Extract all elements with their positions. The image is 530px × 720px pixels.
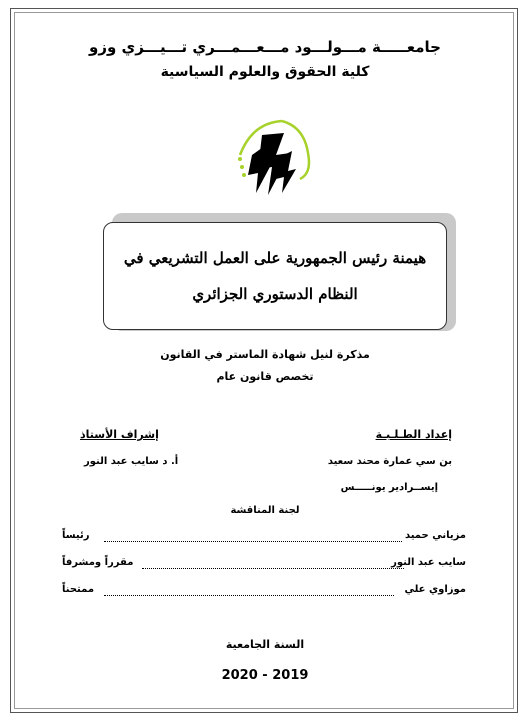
dotted-leader	[104, 541, 402, 542]
thesis-title-line-1: هيمنة رئيس الجمهورية على العمل التشريعي في	[123, 249, 427, 267]
committee-title: لجنة المناقشة	[230, 505, 300, 516]
supervisor-name: أ. د سايب عبد النور	[84, 456, 179, 467]
committee-member-role: ممتحناً	[62, 584, 95, 595]
specialty: تخصص قانون عام	[216, 370, 314, 383]
academic-year-label: السنة الجامعية	[225, 638, 305, 651]
memo-purpose: مذكرة لنيل شهادة الماستر في القانون	[160, 348, 370, 361]
committee-member-role: رئيساً	[62, 530, 90, 541]
student-name-1: بن سي عمارة محند سعيد	[327, 456, 452, 467]
academic-year: 2020 - 2019	[221, 668, 309, 683]
committee-member-name: سايب عبد النور	[391, 557, 466, 568]
dotted-leader	[104, 595, 394, 596]
university-logo-icon	[232, 115, 312, 205]
faculty-name: كلية الحقوق والعلوم السياسية	[160, 64, 370, 80]
thesis-title-line-2: النظام الدستوري الجزائري	[192, 285, 358, 303]
committee-member-row	[62, 584, 466, 600]
university-name: جامعـــــة مـــولـــود مـــعـــمـــري تـــيـــزي وزو	[89, 38, 441, 56]
dotted-leader	[142, 568, 404, 569]
thesis-title-box	[103, 222, 447, 330]
student-name-2: إيســرادير يونـــــس	[340, 482, 438, 493]
supervision-label: إشراف الأستاذ	[80, 428, 159, 441]
committee-member-name: موزاوي علي	[404, 584, 466, 595]
committee-member-row	[62, 530, 466, 546]
committee-member-name: مزياني حميد	[404, 530, 466, 541]
preparation-label: إعداد الطـلـبـة	[375, 428, 452, 441]
committee-member-row	[62, 557, 466, 573]
committee-member-role: مقرراً ومشرفاً	[62, 557, 134, 568]
